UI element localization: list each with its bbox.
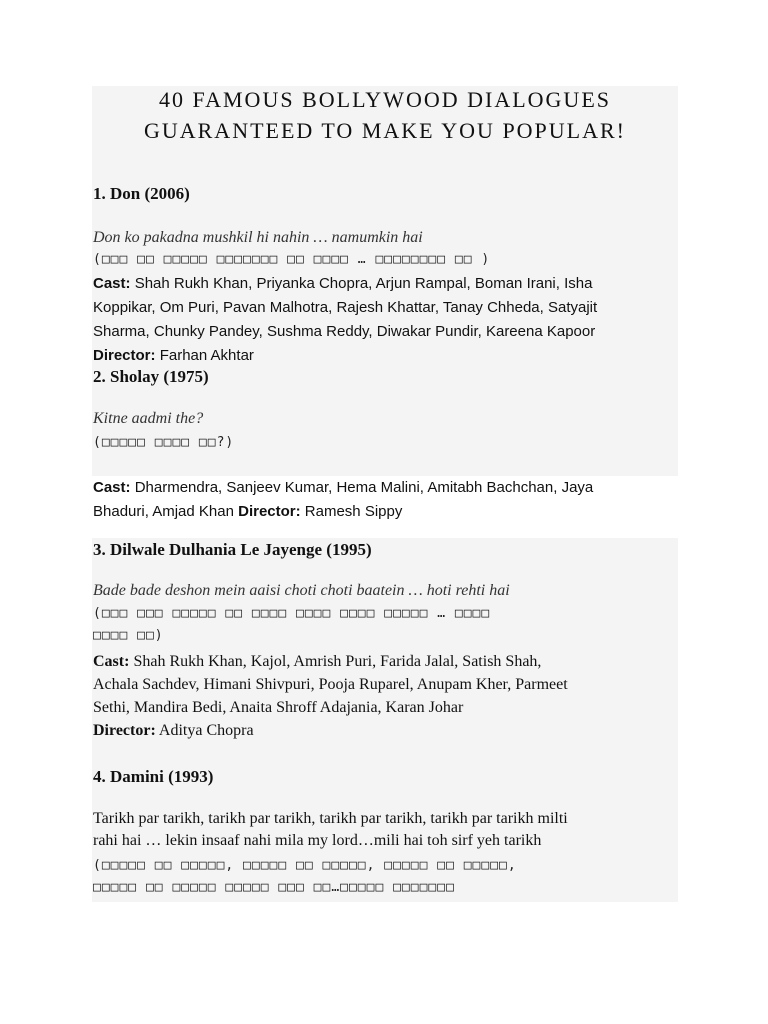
movie-4-dialogue-line-1: Tarikh par tarikh, tarikh par tarikh, tarikh par tarikh, tarikh par tarikh milti xyxy=(93,810,568,827)
movie-2-director: Ramesh Sippy xyxy=(304,503,403,520)
movie-1-dialogue: Don ko pakadna mushkil hi nahin … namumkin hai xyxy=(93,229,423,246)
movie-4-dialogue-line-2: rahi hai … lekin insaaf nahi mila my lord…mili hai toh sirf yeh tarikh xyxy=(93,832,542,849)
title-line-2: GUARANTEED TO MAKE YOU POPULAR! xyxy=(143,118,627,143)
movie-4-hindi-line-2: □□□□□ □□ □□□□□ □□□□□ □□□ □□…□□□□□ □□□□□□□ xyxy=(93,880,455,895)
movie-4-heading: 4. Damini (1993) xyxy=(93,767,214,786)
page-title xyxy=(92,84,678,146)
movie-1-hindi: (□□□ □□ □□□□□ □□□□□□□ □□ □□□□ … □□□□□□□□ □□ ) xyxy=(93,252,491,267)
director-label: Director: xyxy=(93,347,156,364)
movie-1-director: Farhan Akhtar xyxy=(159,347,254,364)
movie-3-cast-line-3: Sethi, Mandira Bedi, Anaita Shroff Adajania, Karan Johar xyxy=(93,699,464,716)
movie-2-cast xyxy=(93,476,677,524)
movie-4-hindi xyxy=(93,855,677,899)
cast-label: Cast: xyxy=(93,653,130,670)
movie-4-dialogue xyxy=(93,808,677,852)
movie-3-hindi xyxy=(93,603,677,647)
movie-3-cast-line-2: Achala Sachdev, Himani Shivpuri, Pooja Ruparel, Anupam Kher, Parmeet xyxy=(93,676,568,693)
movie-3-hindi-line-1: (□□□ □□□ □□□□□ □□ □□□□ □□□□ □□□□ □□□□□ … □□□□ xyxy=(93,606,491,621)
movie-3-heading: 3. Dilwale Dulhania Le Jayenge (1995) xyxy=(93,540,372,559)
movie-2-cast-line-1: Dharmendra, Sanjeev Kumar, Hema Malini, Amitabh Bachchan, Jaya xyxy=(134,479,594,496)
movie-2-cast-line-2: Bhaduri, Amjad Khan xyxy=(93,503,234,520)
movie-1-cast-line-1: Shah Rukh Khan, Priyanka Chopra, Arjun Rampal, Boman Irani, Isha xyxy=(134,275,593,292)
movie-2-dialogue: Kitne aadmi the? xyxy=(93,410,204,427)
movie-1-cast-line-2: Koppikar, Om Puri, Pavan Malhotra, Rajesh Khattar, Tanay Chheda, Satyajit xyxy=(93,299,598,316)
movie-3-cast-line-1: Shah Rukh Khan, Kajol, Amrish Puri, Farida Jalal, Satish Shah, xyxy=(133,653,542,670)
director-label: Director: xyxy=(238,503,301,520)
director-label: Director: xyxy=(93,722,156,739)
cast-label: Cast: xyxy=(93,275,131,292)
movie-1-heading: 1. Don (2006) xyxy=(93,184,190,203)
movie-2-heading: 2. Sholay (1975) xyxy=(93,367,209,386)
movie-3-dialogue: Bade bade deshon mein aaisi choti choti baatein … hoti rehti hai xyxy=(93,582,510,599)
movie-3-cast xyxy=(93,650,677,742)
movie-1-cast-line-3: Sharma, Chunky Pandey, Sushma Reddy, Diwakar Pundir, Kareena Kapoor xyxy=(93,323,596,340)
movie-3-hindi-line-2: □□□□ □□) xyxy=(93,628,164,643)
movie-3-director: Aditya Chopra xyxy=(158,722,254,739)
cast-label: Cast: xyxy=(93,479,131,496)
movie-2-hindi: (□□□□□ □□□□ □□?) xyxy=(93,435,235,450)
movie-1-cast xyxy=(93,272,677,368)
title-line-1: 40 FAMOUS BOLLYWOOD DIALOGUES xyxy=(159,87,611,112)
movie-4-hindi-line-1: (□□□□□ □□ □□□□□, □□□□□ □□ □□□□□, □□□□□ □□ □□□□□, xyxy=(93,858,517,873)
